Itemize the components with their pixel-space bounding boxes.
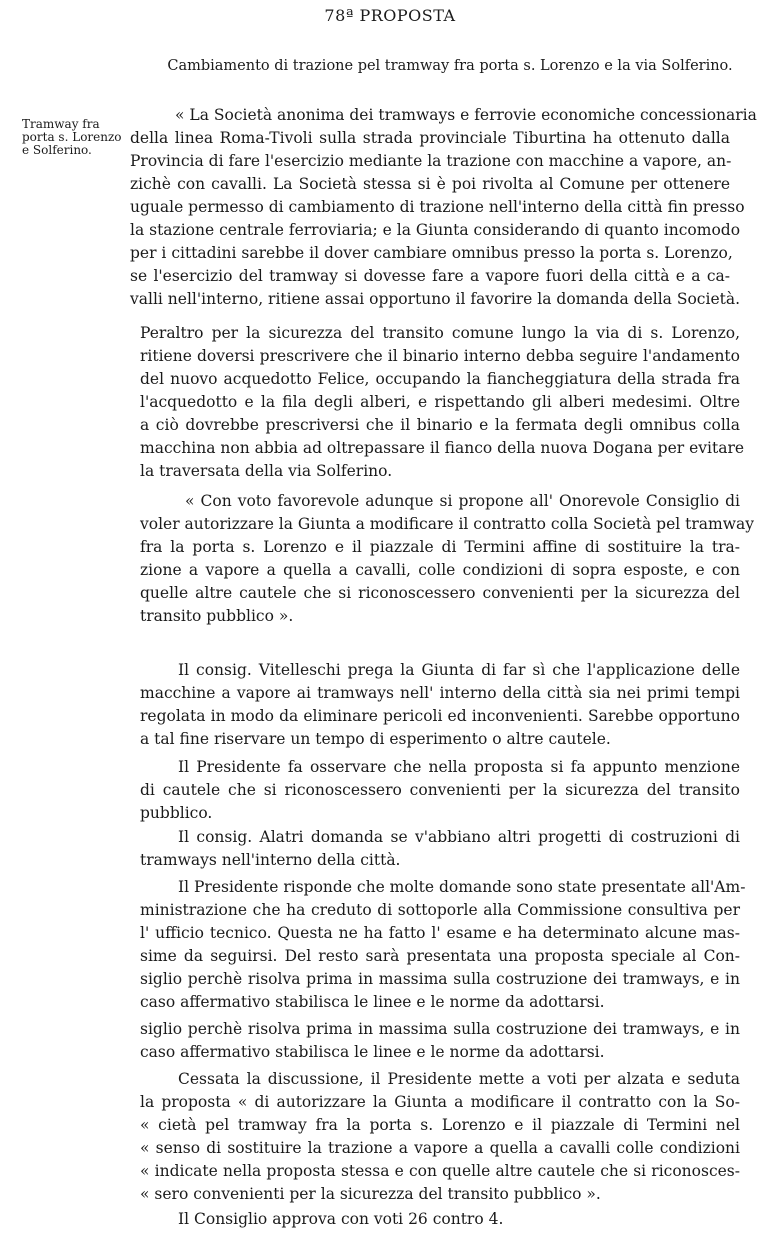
text-line: l' ufficio tecnico. Questa ne ha fatto l' esame e ha determinato alcune mas- bbox=[140, 924, 740, 942]
text-line: quelle altre cautele che si riconoscessero convenienti per la sicurezza del bbox=[140, 584, 740, 602]
paragraph bbox=[140, 756, 740, 825]
text-line: pubblico. bbox=[140, 804, 213, 822]
text-line: « sero convenienti per la sicurezza del transito pubblico ». bbox=[140, 1185, 601, 1203]
text-line: Il Presidente fa osservare che nella proposta si fa appunto menzione bbox=[178, 758, 740, 776]
text-line: « indicate nella proposta stessa e con quelle altre cautele che si riconosces- bbox=[140, 1162, 740, 1180]
text-line: zichè con cavalli. La Società stessa si è poi rivolta al Comune per ottenere bbox=[130, 175, 730, 193]
paragraph bbox=[140, 1068, 740, 1206]
text-line: transito pubblico ». bbox=[140, 607, 294, 625]
text-line: Il consig. Alatri domanda se v'abbiano altri progetti di costruzioni di bbox=[178, 828, 740, 846]
paragraph bbox=[140, 322, 745, 483]
text-line: « senso di sostituire la trazione a vapore a quella a cavalli colle condizioni bbox=[140, 1139, 740, 1157]
text-line: se l'esercizio del tramway si dovesse fare a vapore fuori della città e a ca- bbox=[130, 267, 730, 285]
text-line: Peraltro per la sicurezza del transito comune lungo la via di s. Lorenzo, bbox=[140, 324, 740, 342]
text-line: ministrazione che ha creduto di sottoporle alla Commissione consultiva per bbox=[140, 901, 740, 919]
text-line: Il Presidente risponde che molte domande sono state presentate all'Am- bbox=[178, 878, 746, 896]
text-line: valli nell'interno, ritiene assai opportuno il favorire la domanda della Società. bbox=[130, 290, 741, 308]
text-line: siglio perchè risolva prima in massima sulla costruzione dei tramways, e in bbox=[140, 970, 740, 988]
margin-note-line: porta s. Lorenzo bbox=[22, 130, 122, 144]
text-line: a ciò dovrebbe prescriversi che il binario e la fermata degli omnibus colla bbox=[140, 416, 740, 434]
text-line: tramways nell'interno della città. bbox=[140, 851, 401, 869]
text-line: « Con voto favorevole adunque si propone all' Onorevole Consiglio di bbox=[185, 492, 740, 510]
text-line: Il consig. Vitelleschi prega la Giunta di far sì che l'applicazione delle bbox=[178, 661, 740, 679]
text-line: fra la porta s. Lorenzo e il piazzale di Termini affine di sostituire la tra- bbox=[140, 538, 740, 556]
paragraph bbox=[140, 826, 740, 872]
text-line: la stazione centrale ferroviaria; e la Giunta considerando di quanto incomodo bbox=[130, 221, 741, 239]
paragraph bbox=[140, 490, 754, 628]
text-line: « La Società anonima dei tramways e ferrovie economiche concessionaria bbox=[175, 106, 757, 124]
paragraph bbox=[140, 876, 746, 1014]
text-line: a tal fine riservare un tempo di esperimento o altre cautele. bbox=[140, 730, 611, 748]
text-line: della linea Roma-Tivoli sulla strada provinciale Tiburtina ha ottenuto dalla bbox=[130, 129, 730, 147]
text-line: regolata in modo da eliminare pericoli ed inconvenienti. Sarebbe opportuno bbox=[140, 707, 740, 725]
text-line: di cautele che si riconoscessero convenienti per la sicurezza del transito bbox=[140, 781, 740, 799]
text-line: Il Consiglio approva con voti 26 contro 4. bbox=[178, 1210, 504, 1228]
text-line: Cessata la discussione, il Presidente mette a voti per alzata e seduta bbox=[178, 1070, 740, 1088]
text-line: la traversata della via Solferino. bbox=[140, 462, 393, 480]
margin-note bbox=[22, 118, 122, 157]
text-line: « cietà pel tramway fra la porta s. Lorenzo e il piazzale di Termini nel bbox=[140, 1116, 740, 1134]
paragraph bbox=[140, 1208, 740, 1231]
margin-note-line: Tramway fra bbox=[22, 117, 100, 131]
margin-note-line: e Solferino. bbox=[22, 143, 92, 157]
text-line: siglio perchè risolva prima in massima sulla costruzione dei tramways, e in bbox=[140, 1020, 740, 1038]
section-subtitle: Cambiamento di trazione pel tramway fra porta s. Lorenzo e la via Solferino. bbox=[167, 58, 733, 74]
text-line: del nuovo acquedotto Felice, occupando la fiancheggiatura della strada fra bbox=[140, 370, 740, 388]
text-line: uguale permesso di cambiamento di trazione nell'interno della città fin presso bbox=[130, 198, 745, 216]
text-line: l'acquedotto e la fila degli alberi, e rispettando gli alberi medesimi. Oltre bbox=[140, 393, 740, 411]
text-line: zione a vapore a quella a cavalli, colle condizioni di sopra esposte, e con bbox=[140, 561, 740, 579]
text-line: caso affermativo stabilisca le linee e le norme da adottarsi. bbox=[140, 1043, 605, 1061]
text-line: per i cittadini sarebbe il dover cambiare omnibus presso la porta s. Lorenzo, bbox=[130, 244, 733, 262]
text-line: ritiene doversi prescrivere che il binario interno debba seguire l'andamento bbox=[140, 347, 740, 365]
text-line: voler autorizzare la Giunta a modificare il contratto colla Società pel tramway bbox=[140, 515, 754, 533]
paragraph bbox=[140, 659, 740, 751]
text-line: caso affermativo stabilisca le linee e le norme da adottarsi. bbox=[140, 993, 605, 1011]
paragraph bbox=[130, 104, 757, 311]
text-line: Provincia di fare l'esercizio mediante la trazione con macchine a vapore, an- bbox=[130, 152, 732, 170]
text-line: macchina non abbia ad oltrepassare il fianco della nuova Dogana per evitare bbox=[140, 439, 745, 457]
page-title: 78ª PROPOSTA bbox=[324, 6, 456, 25]
text-line: macchine a vapore ai tramways nell' interno della città sia nei primi tempi bbox=[140, 684, 740, 702]
paragraph bbox=[140, 1018, 740, 1064]
text-line: la proposta « di autorizzare la Giunta a modificare il contratto con la So- bbox=[140, 1093, 740, 1111]
text-line: sime da seguirsi. Del resto sarà presentata una proposta speciale al Con- bbox=[140, 947, 740, 965]
